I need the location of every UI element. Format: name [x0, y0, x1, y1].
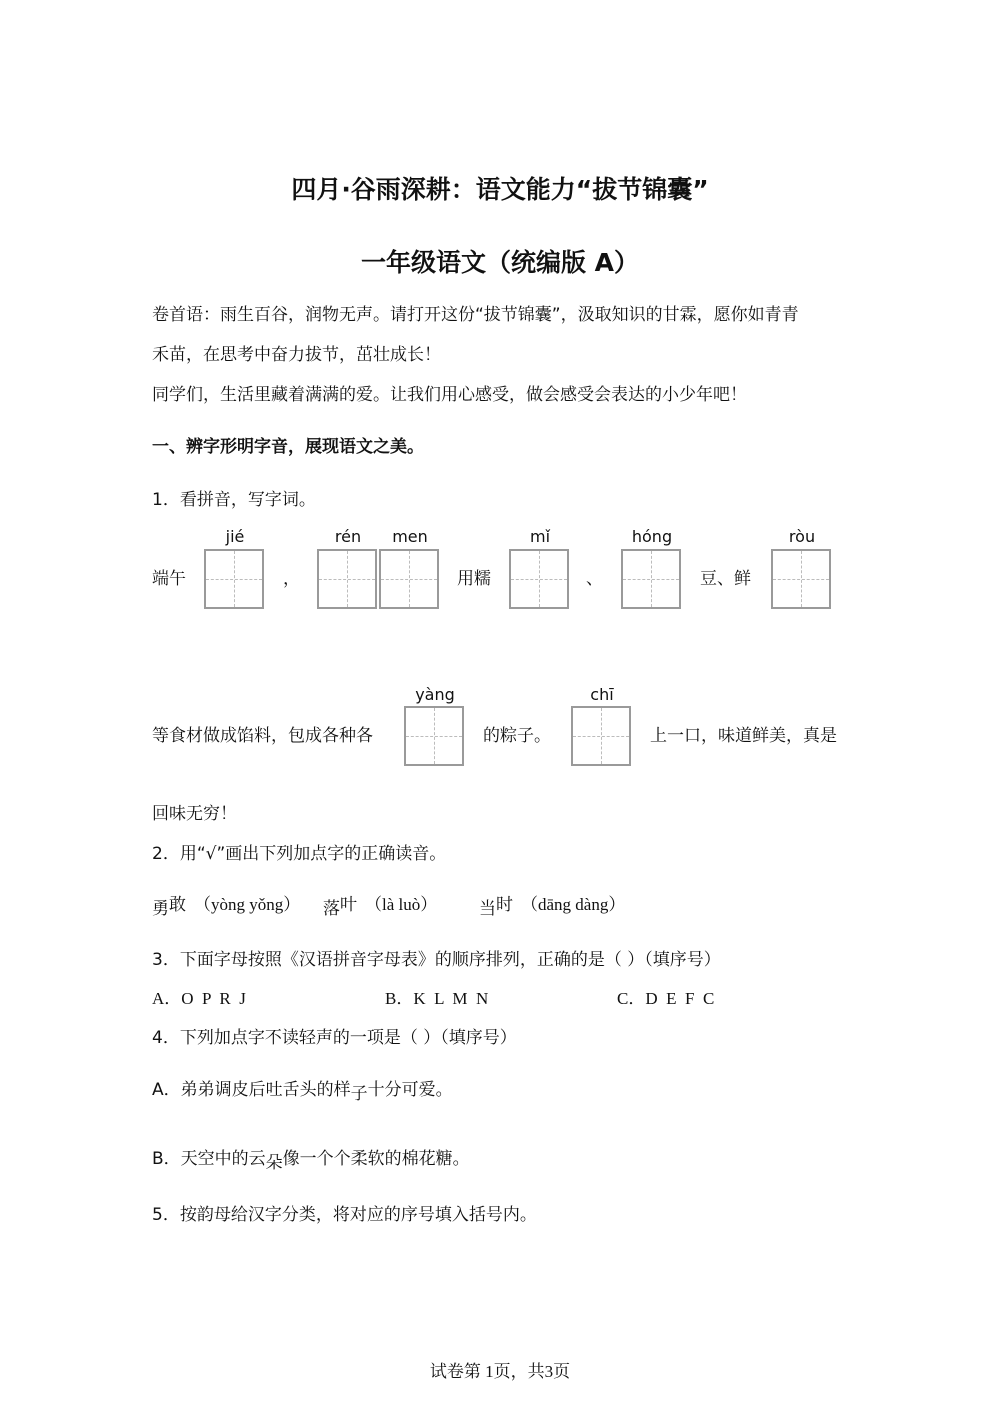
q1-text: 的粽子。 — [483, 726, 551, 746]
q2-word-rest: 时 — [496, 895, 513, 915]
q1-text: 端午 — [152, 569, 186, 589]
dotted-char: 落 — [323, 899, 340, 919]
q2-item — [323, 895, 438, 919]
dotted-char: 朵 — [265, 1153, 283, 1173]
q1-text: 上一口，味道鲜美，真是 — [650, 726, 837, 746]
q3-option-c: C．D E F C — [617, 989, 715, 1008]
q2-word-rest: 叶 — [340, 895, 357, 915]
q2-options: （dāng dàng） — [521, 895, 626, 914]
q1-text: 回味无穷！ — [152, 804, 237, 824]
pinyin-label: chī — [590, 685, 614, 704]
intro-line-3: 同学们，生活里藏着满满的爱。让我们用心感受，做会感受会表达的小少年吧！ — [152, 385, 747, 405]
dotted-char: 子 — [350, 1084, 368, 1104]
q2-word-rest: 敢 — [169, 895, 186, 915]
pinyin-label: rén — [334, 527, 362, 546]
q2-options: （yòng yǒng） — [194, 895, 301, 914]
dotted-char: 当 — [479, 899, 496, 919]
q4-text: 像一个个柔软的棉花糖。 — [282, 1149, 470, 1169]
q1-text: ， — [283, 569, 300, 589]
writing-grid-box[interactable] — [404, 706, 464, 766]
writing-grid-box[interactable] — [571, 706, 631, 766]
q4-prompt: 4．下列加点字不读轻声的一项是（ ）（填序号） — [152, 1028, 517, 1048]
q4-text: B．天空中的云 — [152, 1149, 266, 1169]
q2-options: （là luò） — [365, 895, 438, 914]
q3-option-a: A．O P R J — [152, 989, 246, 1008]
q1-text: 、 — [586, 569, 603, 589]
pinyin-label: hóng — [631, 527, 673, 546]
intro-line-1: 卷首语：雨生百谷，润物无声。请打开这份“拔节锦囊”，汲取知识的甘霖，愿你如青青 — [152, 305, 799, 325]
q1-text: 等食材做成馅料，包成各种各 — [152, 726, 373, 746]
q2-item — [152, 895, 301, 919]
page-subtitle: 一年级语文（统编版 A） — [360, 248, 640, 277]
q4-option-a — [152, 1080, 453, 1104]
page-footer: 试卷第 1页，共3页 — [429, 1362, 571, 1381]
writing-grid-box[interactable] — [621, 549, 681, 609]
q4-text: 十分可爱。 — [367, 1080, 453, 1100]
pinyin-label: ròu — [788, 527, 816, 546]
dotted-char: 勇 — [152, 899, 169, 919]
q3-prompt: 3．下面字母按照《汉语拼音字母表》的顺序排列，正确的是（ ）（填序号） — [152, 950, 721, 970]
q2-prompt: 2．用“√”画出下列加点字的正确读音。 — [152, 844, 447, 864]
q2-item — [479, 895, 626, 919]
q1-prompt: 1．看拼音，写字词。 — [152, 490, 316, 510]
writing-grid-box[interactable] — [317, 549, 377, 609]
q4-text: A．弟弟调皮后吐舌头的样 — [152, 1080, 351, 1100]
q4-option-b — [152, 1149, 470, 1173]
writing-grid-box[interactable] — [771, 549, 831, 609]
pinyin-label: jié — [225, 527, 245, 546]
pinyin-label: men — [392, 527, 428, 546]
q1-text: 豆、鲜 — [700, 569, 751, 589]
intro-line-2: 禾苗，在思考中奋力拔节，茁壮成长！ — [152, 345, 441, 365]
q3-option-b: B．K L M N — [385, 989, 489, 1008]
section-heading: 一、辨字形明字音，展现语文之美。 — [152, 437, 424, 457]
writing-grid-box[interactable] — [204, 549, 264, 609]
page-title: 四月·谷雨深耕：语文能力“拔节锦囊” — [291, 175, 709, 204]
q1-text: 用糯 — [457, 569, 491, 589]
writing-grid-box[interactable] — [509, 549, 569, 609]
q5-prompt: 5．按韵母给汉字分类，将对应的序号填入括号内。 — [152, 1205, 537, 1225]
pinyin-label: yàng — [415, 685, 455, 704]
pinyin-label: mǐ — [529, 527, 551, 546]
writing-grid-box[interactable] — [379, 549, 439, 609]
